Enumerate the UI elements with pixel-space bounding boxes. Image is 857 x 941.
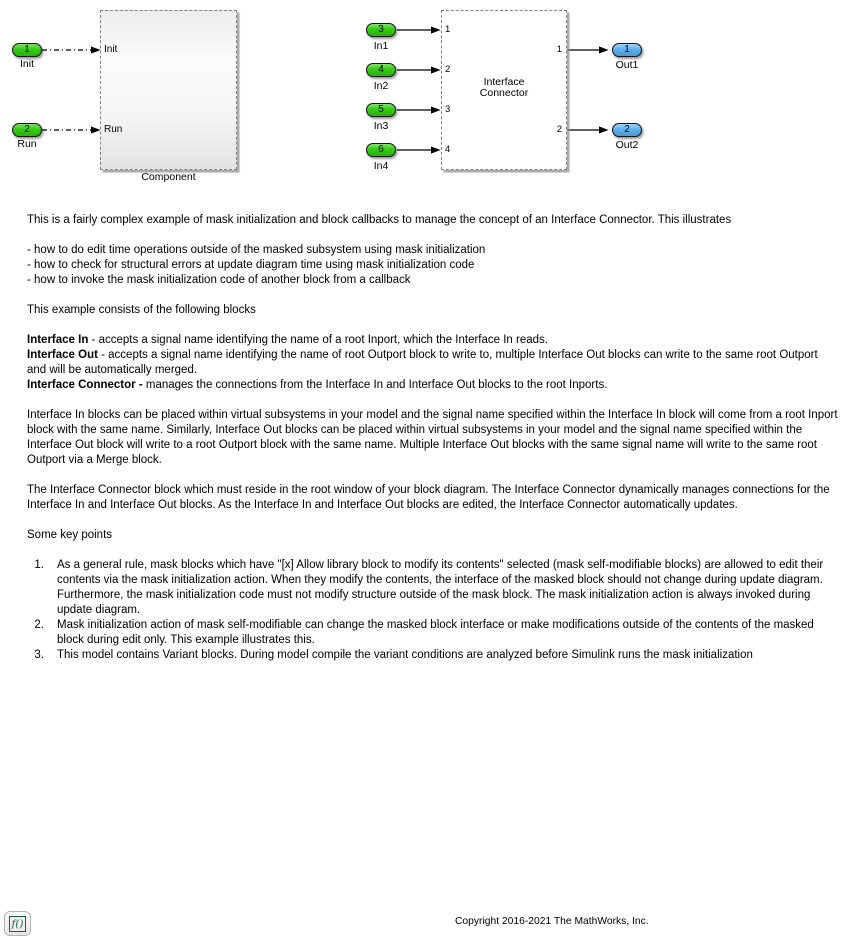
connector-in-port-3: 3 xyxy=(445,104,451,115)
inport-block-in1[interactable] xyxy=(366,23,396,37)
inport-label-init: Init xyxy=(19,58,34,70)
blocks-intro: This example consists of the following blocks xyxy=(27,304,256,316)
intro-paragraph: This is a fairly complex example of mask initialization and block callbacks to manage the concept of an Interface Connector. This illustrates xyxy=(27,214,732,226)
outport-block-out2[interactable] xyxy=(612,123,642,137)
definition-item xyxy=(27,333,839,348)
component-block-label: Component xyxy=(141,171,196,183)
component-port-init: Init xyxy=(104,44,118,55)
port-number: 1 xyxy=(624,44,630,55)
port-number: 5 xyxy=(378,104,384,115)
numbered-item xyxy=(27,618,839,648)
definition-item xyxy=(27,348,839,378)
copyright-text: Copyright 2016-2021 The MathWorks, Inc. xyxy=(455,916,649,927)
port-number: 2 xyxy=(624,124,630,135)
inport-block-in4[interactable] xyxy=(366,143,396,157)
numbered-item xyxy=(27,558,839,618)
inport-label-run: Run xyxy=(17,138,37,150)
connector-in-port-1: 1 xyxy=(445,24,451,35)
item-number: 3. xyxy=(34,649,44,661)
port-number: 6 xyxy=(378,144,384,155)
component-subsystem-block[interactable] xyxy=(100,10,237,170)
connector-in-port-2: 2 xyxy=(445,64,451,75)
definition-text: - accepts a signal name identifying the name of root Outport block to write to, multiple Interface Out blocks can write to the same root Outport and will be automatically merged. xyxy=(27,349,818,376)
inport-block-in2[interactable] xyxy=(366,63,396,77)
bullet-item: - how to invoke the mask initialization code of another block from a callback xyxy=(27,274,411,286)
inport-label-in2: In2 xyxy=(373,80,389,92)
item-number: 1. xyxy=(34,559,44,571)
definition-term: Interface In xyxy=(27,334,89,346)
connector-paragraph: The Interface Connector block which must reside in the root window of your block diagram. The Interface Connector dynamically manages connections for the Interface In and Interface Out blocks. As the Interface In and Interface Out blocks are edited, the Interface Connector automatically updates. xyxy=(27,484,830,511)
function-icon: f() xyxy=(11,917,24,930)
bullet-item: - how to do edit time operations outside of the masked subsystem using mask initialization xyxy=(27,244,486,256)
inport-label-in3: In3 xyxy=(373,120,389,132)
component-port-run: Run xyxy=(104,124,123,135)
block-diagram xyxy=(0,0,857,200)
port-number: 2 xyxy=(24,124,30,135)
usage-paragraph: Interface In blocks can be placed within virtual subsystems in your model and the signal name specified within the Interface In block will come from a root Inport block with the same name. Similarly, Interface Out blocks can be placed within virtual subsystems in your model and the signal name specified within the Interface Out block will write to a root Outport block with the same name. Multiple Interface Out blocks with the same signal name will write to the same root Outport via a Merge block. xyxy=(27,409,838,466)
item-text: This model contains Variant blocks. During model compile the variant conditions are analyzed before Simulink runs the mask initialization xyxy=(57,649,753,661)
definition-text: manages the connections from the Interface In and Interface Out blocks to the root Inports. xyxy=(142,379,608,391)
inport-label-in4: In4 xyxy=(373,160,389,172)
item-text: Mask initialization action of mask self-modifiable can change the masked block interface or make modifications outside of the contents of the masked block during edit only. This example illustrates this. xyxy=(57,619,814,646)
interface-connector-title-line2: Connector xyxy=(479,87,529,99)
numbered-list xyxy=(27,558,839,663)
definition-text: - accepts a signal name identifying the name of a root Inport, which the Interface In reads. xyxy=(88,334,548,346)
inport-block-in3[interactable] xyxy=(366,103,396,117)
definition-item xyxy=(27,378,839,393)
inport-block-init[interactable] xyxy=(12,43,42,57)
connector-out-port-1: 1 xyxy=(556,44,562,55)
interface-connector-title xyxy=(441,77,567,99)
outport-label-out2: Out2 xyxy=(615,139,639,151)
model-callback-function-button[interactable] xyxy=(4,911,31,936)
port-number: 1 xyxy=(24,44,30,55)
item-text: As a general rule, mask blocks which have "[x] Allow library block to modify its contents" selected (mask self-modifiable blocks) are allowed to edit their contents via the mask initialization action. When they modify the contents, the interface of the masked block should not change during update diagram. Furthermore, the mask initialization code must not modify structure outside of the mask block. The mask initialization action is always invoked during update diagram. xyxy=(57,559,824,616)
key-points-heading: Some key points xyxy=(27,529,113,541)
port-number: 3 xyxy=(378,24,384,35)
inport-block-run[interactable] xyxy=(12,123,42,137)
definition-term: Interface Connector - xyxy=(27,379,143,391)
interface-connector-title-line1: Interface xyxy=(483,76,525,88)
inport-label-in1: In1 xyxy=(373,40,389,52)
connector-out-port-2: 2 xyxy=(556,124,562,135)
outport-block-out1[interactable] xyxy=(612,43,642,57)
definition-term: Interface Out xyxy=(27,349,98,361)
outport-label-out1: Out1 xyxy=(615,59,639,71)
bullet-item: - how to check for structural errors at update diagram time using mask initialization code xyxy=(27,259,475,271)
numbered-item xyxy=(27,648,839,663)
connector-in-port-4: 4 xyxy=(445,144,451,155)
item-number: 2. xyxy=(34,619,44,631)
port-number: 4 xyxy=(378,64,384,75)
model-annotation xyxy=(27,213,839,678)
